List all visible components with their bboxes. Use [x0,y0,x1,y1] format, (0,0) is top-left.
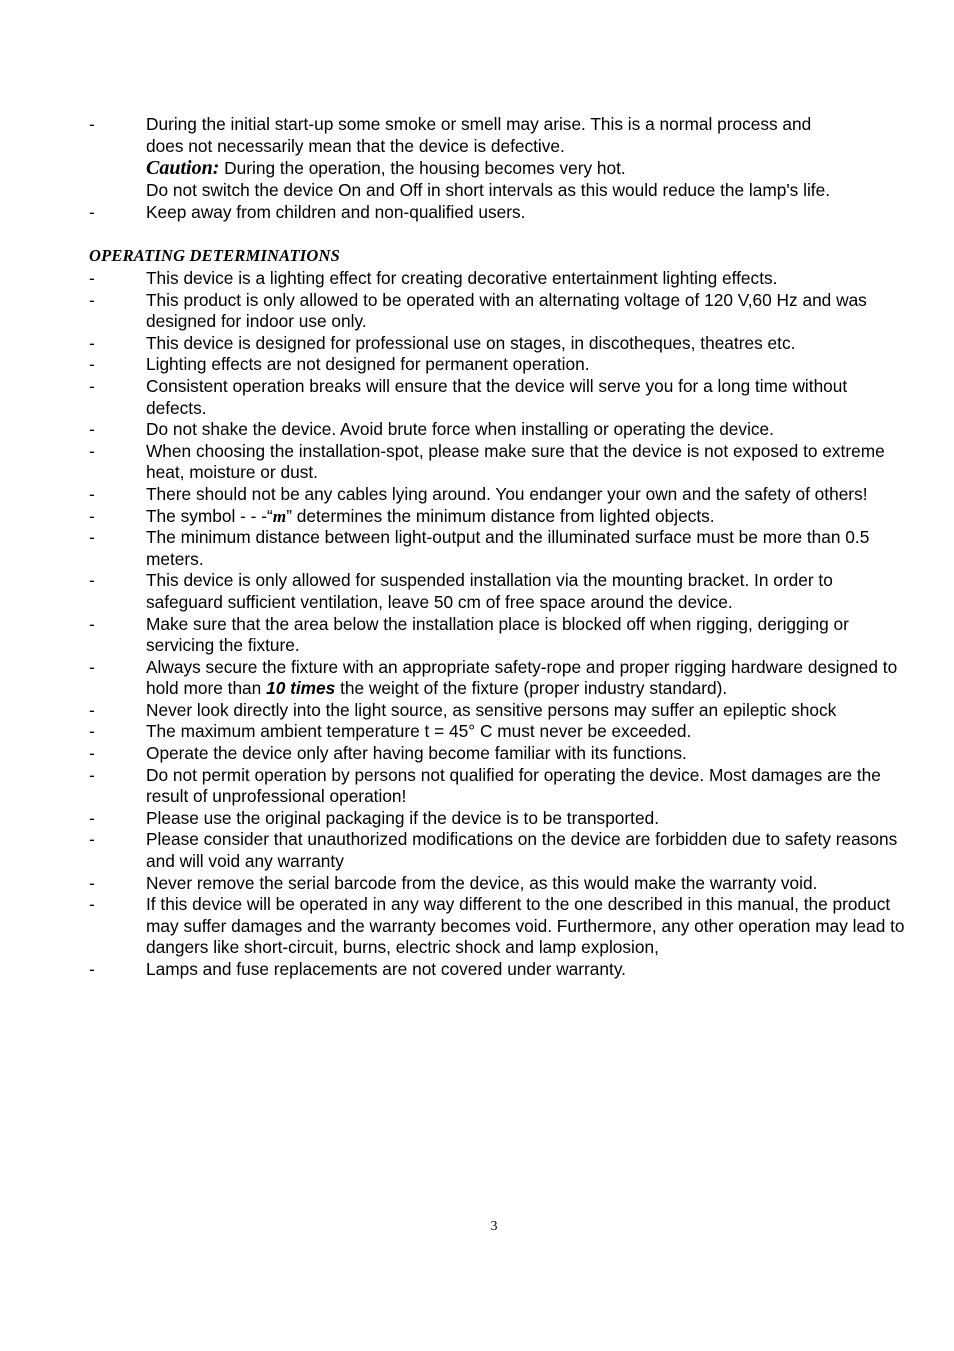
list-item [0,114,906,157]
rope-text-before: Always secure the fixture with an appropriate safety-rope and proper rigging hardware designed to hold more than [146,656,898,699]
list-item [0,829,906,872]
list-item [0,894,906,959]
symbol-m: m [272,506,287,526]
intro-item-text: does not necessarily mean that the device is defective. [146,135,565,156]
caution-note [0,157,906,180]
rope-emphasis: 10 times [266,678,336,699]
caution-text: During the operation, the housing becomes very hot. [219,158,626,179]
list-item-text: Operate the device only after having become familiar with its functions. [146,743,687,764]
intro-list [0,114,954,223]
list-item-text [146,506,906,528]
list-item-text: Lamps and fuse replacements are not covered under warranty. [146,959,626,979]
list-item [0,959,906,981]
rope-text-after: the weight of the fixture (proper industry standard). [335,678,728,699]
caution-label: Caution: [146,157,220,180]
list-item-text: When choosing the installation-spot, please make sure that the device is not exposed to extreme heat, moisture or dust. [146,440,885,483]
list-item [0,808,906,830]
list-item [0,202,906,224]
list-item-text: This device is designed for professional use on stages, in discotheques, theatres etc. [146,332,796,353]
list-item [0,506,906,528]
bullet-dash: - [89,332,95,353]
list-item-text: This product is only allowed to be operated with an alternating voltage of 120 V,60 Hz and was designed for indoor use only. [146,289,867,332]
bullet-dash: - [89,268,95,288]
list-item-text: Do not shake the device. Avoid brute force when installing or operating the device. [146,419,774,440]
bullet-dash: - [89,527,95,548]
bullet-dash: - [89,872,95,893]
page-number: 3 [490,1219,498,1234]
bullet-dash: - [89,570,95,591]
intro-item-text: Keep away from children and non-qualified users. [146,201,526,222]
intro-item-text: During the initial start-up some smoke or smell may arise. This is a normal process and [146,114,812,134]
list-item [0,333,906,355]
determinations-list [0,268,954,981]
bullet-dash: - [89,894,95,915]
list-item [0,290,906,333]
bullet-dash: - [89,289,95,310]
list-item [0,765,906,808]
symbol-text-before: The symbol - - -“ [146,505,273,526]
list-item-text: Please use the original packaging if the device is to be transported. [146,807,659,828]
list-item-text: Consistent operation breaks will ensure that the device will serve you for a long time without defects. [146,375,848,418]
list-item-text: There should not be any cables lying around. You endanger your own and the safety of others! [146,483,868,504]
list-item-text: Lighting effects are not designed for permanent operation. [146,354,590,375]
section-heading: OPERATING DETERMINATIONS [89,246,340,265]
list-item [0,721,906,743]
bullet-dash: - [89,699,95,720]
bullet-dash: - [89,354,95,375]
list-item-text: This device is only allowed for suspended installation via the mounting bracket. In order to safeguard sufficient ventilation, leave 50 cm of free space around the device. [146,570,833,612]
bullet-dash: - [89,505,95,526]
list-item [0,268,906,290]
list-item [0,419,906,441]
symbol-text-after: ” determines the minimum distance from lighted objects. [286,505,715,526]
bullet-dash: - [89,721,95,742]
bullet-dash: - [89,375,95,396]
bullet-dash: - [89,764,95,785]
list-item-text [146,657,906,700]
bullet-dash: - [89,114,95,134]
bullet-dash: - [89,440,95,461]
list-item-text: Make sure that the area below the installation place is blocked off when rigging, derigging or servicing the fixture. [146,613,849,656]
list-item [0,657,906,700]
switch-note: Do not switch the device On and Off in short intervals as this would reduce the lamp's life. [146,180,831,201]
bullet-dash: - [89,201,95,222]
list-item-text: Never remove the serial barcode from the device, as this would make the warranty void. [146,872,818,893]
list-item-text: Do not permit operation by persons not qualified for operating the device. Most damages are the result of unprofessional operation! [146,764,881,807]
list-item-text: Never look directly into the light source, as sensitive persons may suffer an epileptic shock [146,699,837,720]
bullet-dash: - [89,829,95,850]
list-item [0,700,906,722]
bullet-dash: - [89,656,95,677]
bullet-dash: - [89,483,95,504]
list-item [0,376,906,419]
list-item-text: Please consider that unauthorized modifications on the device are forbidden due to safety reasons and will void any warranty [146,829,898,872]
list-item [0,484,906,506]
list-item-text: The maximum ambient temperature t = 45° C must never be exceeded. [146,721,692,742]
list-item-text: The minimum distance between light-output and the illuminated surface must be more than 0.5 meters. [146,527,870,569]
list-item [0,570,906,613]
list-item-text: If this device will be operated in any way different to the one described in this manual, the product may suffer damages and the warranty becomes void. Furthermore, any other operation may lead to dangers like short-circuit, burns, electric shock and lamp explosion, [146,894,905,958]
list-item [0,441,906,484]
bullet-dash: - [89,613,95,634]
bullet-dash: - [89,959,95,979]
list-item [0,614,906,657]
list-item [0,354,906,376]
bullet-dash: - [89,743,95,764]
list-item [0,873,906,895]
bullet-dash: - [89,419,95,440]
bullet-dash: - [89,807,95,828]
list-item-text: This device is a lighting effect for creating decorative entertainment lighting effects. [146,268,778,288]
list-item [0,527,906,570]
list-item [0,743,906,765]
